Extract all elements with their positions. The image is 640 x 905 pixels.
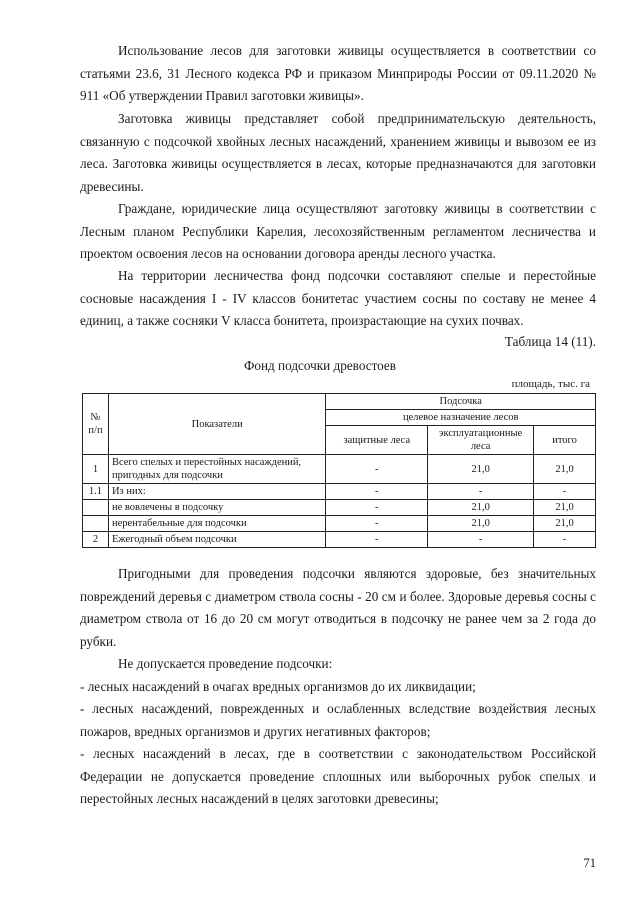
resin-tapping-table <box>82 393 596 548</box>
page-number: 71 <box>583 856 596 870</box>
row-protective: - <box>326 455 428 484</box>
header-protective: защитные леса <box>326 426 428 455</box>
row-exploitation: 21,0 <box>428 516 534 532</box>
row-exploitation: - <box>428 532 534 548</box>
header-total: итого <box>534 426 596 455</box>
row-num: 1 <box>83 455 109 484</box>
paragraph-after-2: Не допускается проведение подсочки: <box>118 656 333 671</box>
list-item: - лесных насаждений в очагах вредных организмов до их ликвидации; <box>80 679 476 694</box>
table-title: Фонд подсочки древостоев <box>243 358 397 373</box>
header-subgroup: целевое назначение лесов <box>326 410 596 426</box>
paragraph-2: Заготовка живицы представляет собой предпринимательскую деятельность, связанную с подсочкой хвойных лесных насаждений, хранением живицы и вывозом ее из леса. Заготовка живицы осуществляется в лесах, которые предназначаются для заготовки древесины. <box>80 111 596 194</box>
row-label: Из них: <box>108 484 325 500</box>
table-units: площадь, тыс. га <box>511 378 590 390</box>
row-exploitation: 21,0 <box>428 455 534 484</box>
row-label: нерентабельные для подсочки <box>108 516 325 532</box>
paragraph-after-1: Пригодными для проведения подсочки являются здоровые, без значительных повреждений деревья с диаметром ствола сосны - 20 см и более. Здоровые деревья сосны с диаметром ствола от 16 до 20 см могут отводиться в подсочку не ранее чем за 2 года до рубки. <box>80 566 596 649</box>
header-indicator: Показатели <box>108 394 325 455</box>
row-exploitation: - <box>428 484 534 500</box>
row-total: - <box>534 532 596 548</box>
row-num <box>83 516 109 532</box>
row-total: 21,0 <box>534 455 596 484</box>
table-row <box>83 484 596 500</box>
row-protective: - <box>326 516 428 532</box>
list-item: - лесных насаждений в лесах, где в соответствии с законодательством Российской Федерации не допускается проведение сплошных или выборочных рубок спелых и перестойных лесных насаждений в целях заготовки древесины; <box>80 746 596 806</box>
table-row <box>83 455 596 484</box>
row-total: 21,0 <box>534 516 596 532</box>
row-exploitation: 21,0 <box>428 500 534 516</box>
paragraph-4: На территории лесничества фонд подсочки составляют спелые и перестойные сосновые насаждения I - IV классов бонитетас участием сосны по составу не менее 4 единиц, а также сосняки V класса бонитета, произрастающие на сухих почвах. <box>80 268 596 328</box>
row-num <box>83 500 109 516</box>
paragraph-1: Использование лесов для заготовки живицы осуществляется в соответствии со статьями 23.6, 31 Лесного кодекса РФ и приказом Минприроды России от 09.11.2020 № 911 «Об утверждении Правил заготовки живицы». <box>80 43 596 103</box>
table-row <box>83 532 596 548</box>
row-total: - <box>534 484 596 500</box>
row-label: Всего спелых и перестойных насаждений, пригодных для подсочки <box>108 455 325 484</box>
table-row <box>83 500 596 516</box>
row-label: не вовлечены в подсочку <box>108 500 325 516</box>
row-label: Ежегодный объем подсочки <box>108 532 325 548</box>
row-num: 1.1 <box>83 484 109 500</box>
row-protective: - <box>326 500 428 516</box>
list-item: - лесных насаждений, поврежденных и ослабленных вследствие воздействия лесных пожаров, вредных организмов и других негативных факторов; <box>80 701 596 739</box>
paragraph-3: Граждане, юридические лица осуществляют заготовку живицы в соответствии с Лесным планом Республики Карелия, лесохозяйственным регламентом лесничества и проектом освоения лесов на основании договора аренды лесного участка. <box>80 201 596 261</box>
header-exploitation: эксплуатационные леса <box>428 426 534 455</box>
table-row <box>83 516 596 532</box>
table-number: Таблица 14 (11). <box>504 334 596 349</box>
header-group: Подсочка <box>326 394 596 410</box>
row-total: 21,0 <box>534 500 596 516</box>
row-protective: - <box>326 532 428 548</box>
row-protective: - <box>326 484 428 500</box>
row-num: 2 <box>83 532 109 548</box>
header-num: № п/п <box>83 394 109 455</box>
